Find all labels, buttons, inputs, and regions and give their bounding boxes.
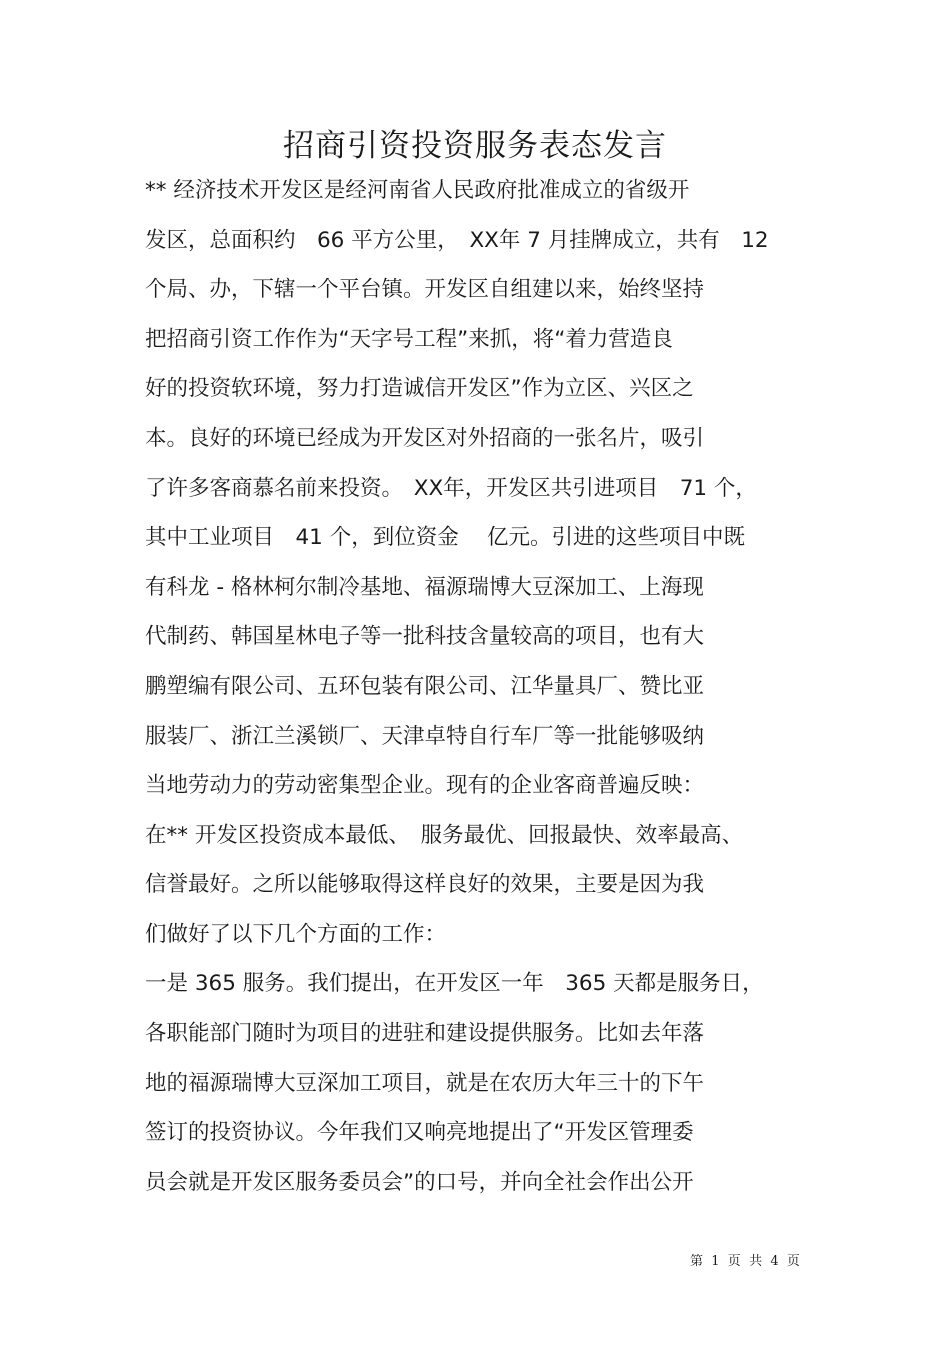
body-line: 签订的投资协议。今年我们又响亮地提出了“开发区管理委 <box>145 1120 694 1145</box>
document-title: 招商引资投资服务表态发言 <box>283 128 667 164</box>
body-line: ** 经济技术开发区是经河南省人民政府批准成立的省级开 <box>145 178 690 203</box>
body-line: 员会就是开发区服务委员会”的口号，并向全社会作出公开 <box>145 1170 694 1195</box>
body-line: 当地劳动力的劳动密集型企业。现有的企业客商普遍反映： <box>145 773 705 798</box>
body-line: 各职能部门随时为项目的进驻和建设提供服务。比如去年落 <box>145 1021 705 1046</box>
body-line: 们做好了以下几个方面的工作： <box>145 922 447 947</box>
body-line: 服装厂、浙江兰溪锁厂、天津卓特自行车厂等一批能够吸纳 <box>145 724 705 749</box>
body-line: 发区，总面积约 66 平方公里， XX年 7 月挂牌成立，共有 12 <box>145 228 769 253</box>
body-line: 了许多客商慕名前来投资。 XX年，开发区共引进项目 71 个， <box>145 476 757 501</box>
body-line: 在** 开发区投资成本最低、 服务最优、回报最快、效率最高、 <box>145 823 744 848</box>
body-line: 信誉最好。之所以能够取得这样良好的效果，主要是因为我 <box>145 872 705 897</box>
body-line: 代制药、韩国星林电子等一批科技含量较高的项目，也有大 <box>145 624 705 649</box>
body-line: 本。良好的环境已经成为开发区对外招商的一张名片，吸引 <box>145 426 705 451</box>
body-line: 把招商引资工作作为“天字号工程”来抓，将“着力营造良 <box>145 327 673 352</box>
body-line: 鹏塑编有限公司、五环包装有限公司、江华量具厂、赞比亚 <box>145 674 705 699</box>
body-line: 其中工业项目 41 个，到位资金 亿元。引进的这些项目中既 <box>145 525 746 550</box>
body-line: 好的投资软环境，努力打造诚信开发区”作为立区、兴区之 <box>145 376 694 401</box>
body-line: 有科龙 - 格林柯尔制冷基地、福源瑞博大豆深加工、上海现 <box>145 575 704 600</box>
page-number: 第 1 页 共 4 页 <box>690 1254 800 1269</box>
body-line: 一是 365 服务。我们提出，在开发区一年 365 天都是服务日， <box>145 971 764 996</box>
body-line: 地的福源瑞博大豆深加工项目，就是在农历大年三十的下午 <box>145 1071 705 1096</box>
body-line: 个局、办，下辖一个平台镇。开发区自组建以来，始终坚持 <box>145 277 705 302</box>
